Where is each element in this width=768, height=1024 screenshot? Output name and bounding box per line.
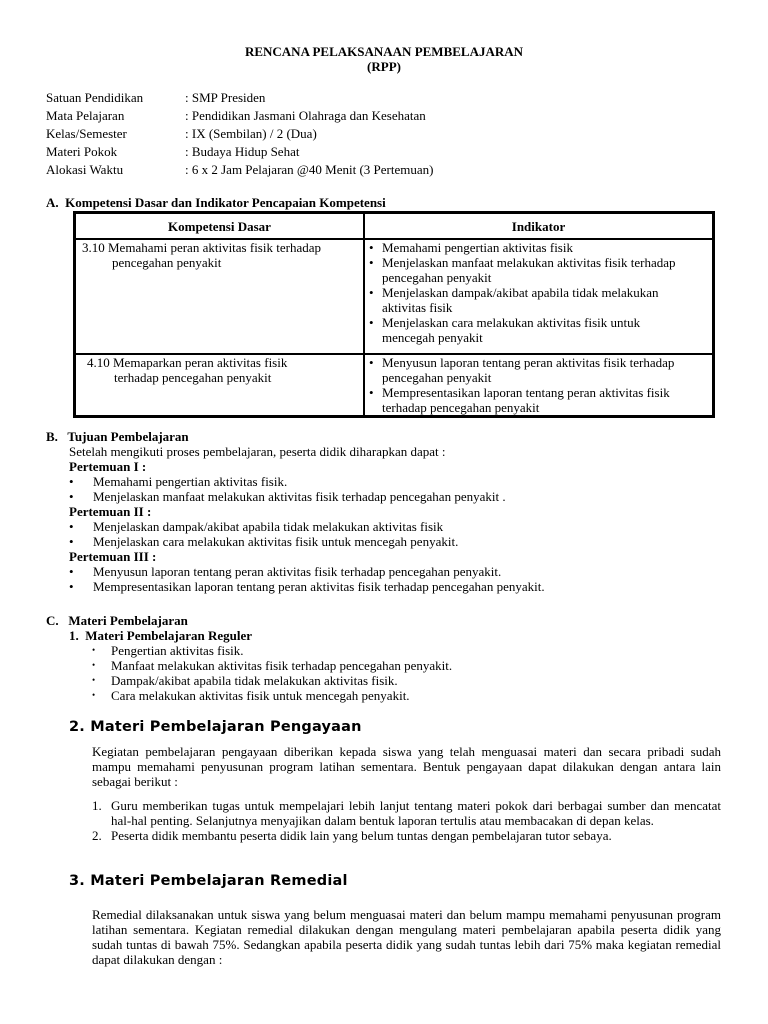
- bullet-icon: •: [369, 255, 374, 270]
- bullet-icon: •: [92, 690, 96, 700]
- sub1-heading: 1. Materi Pembelajaran Reguler: [69, 628, 253, 643]
- sub2-paragraph: Kegiatan pembelajaran pengayaan diberikan kepada siswa yang telah menguasai materi dan secara pribadi sudah mampu memahami penyusunan program latihan sementara. Bentuk pengayaan dapat dilakukan dengan antara lain sebagai berikut :: [92, 744, 721, 789]
- enrichment-text: Guru memberikan tugas untuk mempelajari lebih lanjut tentang materi pokok dari berbagai sumber dan mencatat hal-hal penting. Selanjutnya menyajikan dalam bentuk laporan tertulis atau membacakan di depan kelas.: [111, 798, 721, 828]
- material-text: Cara melakukan aktivitas fisik untuk mencegah penyakit.: [111, 688, 410, 703]
- indicator-text: aktivitas fisik: [382, 300, 453, 315]
- list-item: [92, 688, 692, 703]
- list-item: [365, 315, 712, 345]
- kd-text-cont: pencegahan penyakit: [112, 255, 222, 270]
- sub2-heading: 2. Materi Pembelajaran Pengayaan: [69, 719, 362, 735]
- table-header-row: [75, 213, 713, 239]
- table-row: [75, 354, 713, 416]
- list-item: [69, 474, 709, 489]
- indicator-cell: [364, 354, 713, 416]
- list-item: [69, 564, 709, 579]
- material-text: Manfaat melakukan aktivitas fisik terhadap pencegahan penyakit.: [111, 658, 453, 673]
- indicator-text: Menjelaskan manfaat melakukan aktivitas fisik terhadap: [382, 255, 676, 270]
- list-item: [92, 673, 692, 688]
- list-number: 2.: [92, 828, 102, 843]
- indicator-list: [365, 240, 712, 345]
- objective-text: Mempresentasikan laporan tentang peran aktivitas fisik terhadap pencegahan penyakit.: [93, 579, 545, 594]
- list-item: [69, 534, 709, 549]
- identity-value: : IX (Sembilan) / 2 (Dua): [185, 126, 317, 141]
- bullet-icon: •: [69, 579, 74, 594]
- indicator-text: mencegah penyakit: [382, 330, 483, 345]
- bullet-icon: •: [369, 240, 374, 255]
- identity-key: Mata Pelajaran: [46, 108, 125, 123]
- kd-text-cont: terhadap pencegahan penyakit: [114, 370, 272, 385]
- meeting-label: Pertemuan II :: [69, 504, 152, 519]
- sub3-heading: 3. Materi Pembelajaran Remedial: [69, 873, 348, 889]
- indicator-text: Memahami pengertian aktivitas fisik: [382, 240, 573, 255]
- kd-cell: [75, 354, 364, 416]
- list-item: [365, 355, 712, 385]
- indicator-text: Menjelaskan cara melakukan aktivitas fisik untuk: [382, 315, 641, 330]
- bullet-icon: •: [369, 355, 374, 370]
- list-number: 1.: [92, 798, 102, 813]
- identity-key: Satuan Pendidikan: [46, 90, 144, 105]
- sub3-paragraph: Remedial dilaksanakan untuk siswa yang belum menguasai materi dan belum mampu memahami penyusunan program latihan sementara. Kegiatan remedial dilakukan dengan mengulang materi pembelajaran apabila peserta didik yang sudah tuntas di bawah 75%. Sedangkan apabila peserta didik yang sudah tuntas lebih dari 75% maka kegiatan remedial dapat dilakukan dengan :: [92, 907, 721, 967]
- section-c-heading: C. Materi Pembelajaran: [46, 613, 188, 628]
- list-item: [92, 658, 692, 673]
- section-b-heading: B. Tujuan Pembelajaran: [46, 429, 189, 444]
- identity-key: Alokasi Waktu: [46, 162, 124, 177]
- identity-value: : SMP Presiden: [185, 90, 266, 105]
- title-line-1: RENCANA PELAKSANAAN PEMBELAJARAN: [244, 44, 524, 59]
- list-item: [92, 828, 721, 843]
- indicator-cell: [364, 239, 713, 354]
- identity-key: Kelas/Semester: [46, 126, 127, 141]
- bullet-icon: •: [92, 660, 96, 670]
- document-title: [0, 44, 768, 74]
- objective-text: Menjelaskan manfaat melakukan aktivitas fisik terhadap pencegahan penyakit .: [93, 489, 506, 504]
- bullet-icon: •: [369, 385, 374, 400]
- competency-table: [73, 211, 715, 418]
- section-a-heading: A. Kompetensi Dasar dan Indikator Pencapaian Kompetensi: [46, 195, 386, 210]
- bullet-icon: •: [69, 519, 74, 534]
- bullet-icon: •: [69, 489, 74, 504]
- objective-text: Menjelaskan cara melakukan aktivitas fisik untuk mencegah penyakit.: [93, 534, 459, 549]
- table-row: [75, 239, 713, 354]
- meeting-label: Pertemuan III :: [69, 549, 157, 564]
- kd-text: 4.10 Memaparkan peran aktivitas fisik: [87, 355, 288, 370]
- meeting-label: Pertemuan I :: [69, 459, 147, 474]
- indicator-text: Menjelaskan dampak/akibat apabila tidak melakukan: [382, 285, 659, 300]
- list-item: [365, 385, 712, 415]
- list-item: [69, 489, 709, 504]
- list-item: [365, 255, 712, 285]
- material-text: Pengertian aktivitas fisik.: [111, 643, 244, 658]
- table-header-indicator: Indikator: [364, 213, 713, 239]
- bullet-icon: •: [369, 315, 374, 330]
- indicator-text: Mempresentasikan laporan tentang peran aktivitas fisik: [382, 385, 670, 400]
- table-header-kd: Kompetensi Dasar: [75, 213, 364, 239]
- indicator-text: Menyusun laporan tentang peran aktivitas fisik terhadap: [382, 355, 675, 370]
- title-line-2: (RPP): [367, 59, 401, 74]
- bullet-icon: •: [369, 285, 374, 300]
- indicator-text: terhadap pencegahan penyakit: [382, 400, 540, 415]
- bullet-icon: •: [69, 564, 74, 579]
- list-item: [365, 285, 712, 315]
- sub2-list: [92, 798, 721, 843]
- list-item: [69, 519, 709, 534]
- material-text: Dampak/akibat apabila tidak melakukan aktivitas fisik.: [111, 673, 398, 688]
- indicator-text: pencegahan penyakit: [382, 370, 492, 385]
- list-item: [92, 798, 721, 828]
- kd-cell: [75, 239, 364, 354]
- kd-text: 3.10 Memahami peran aktivitas fisik terhadap: [82, 240, 321, 255]
- objective-text: Memahami pengertian aktivitas fisik.: [93, 474, 288, 489]
- enrichment-text: Peserta didik membantu peserta didik lain yang belum tuntas dengan pembelajaran tutor sebaya.: [111, 828, 612, 843]
- bullet-icon: •: [69, 474, 74, 489]
- bullet-icon: •: [69, 534, 74, 549]
- section-b-intro: Setelah mengikuti proses pembelajaran, peserta didik diharapkan dapat :: [69, 444, 446, 459]
- sub1-list: [92, 643, 692, 703]
- objective-text: Menyusun laporan tentang peran aktivitas fisik terhadap pencegahan penyakit.: [93, 564, 502, 579]
- identity-value: : Budaya Hidup Sehat: [185, 144, 300, 159]
- list-item: [92, 643, 692, 658]
- list-item: [365, 240, 712, 255]
- list-item: [69, 579, 709, 594]
- meeting-block: [69, 459, 709, 594]
- identity-value: : 6 x 2 Jam Pelajaran @40 Menit (3 Pertemuan): [185, 162, 434, 177]
- identity-value: : Pendidikan Jasmani Olahraga dan Kesehatan: [185, 108, 426, 123]
- bullet-icon: •: [92, 645, 96, 655]
- indicator-text: pencegahan penyakit: [382, 270, 492, 285]
- objective-text: Menjelaskan dampak/akibat apabila tidak melakukan aktivitas fisik: [93, 519, 444, 534]
- bullet-icon: •: [92, 675, 96, 685]
- identity-key: Materi Pokok: [46, 144, 118, 159]
- indicator-list: [365, 355, 712, 415]
